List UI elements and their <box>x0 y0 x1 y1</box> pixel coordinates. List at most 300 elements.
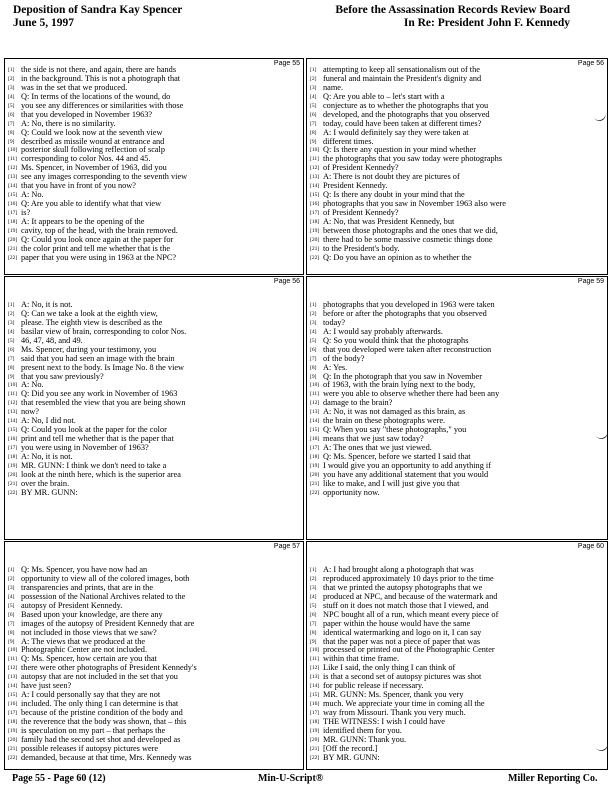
transcript-page <box>4 58 304 275</box>
line-number: [2] <box>310 310 317 317</box>
line-text: Q: When you say "these photographs," you <box>323 426 467 435</box>
line-number: [7] <box>310 355 317 362</box>
line-text: there were other photographs of President Kennedy's <box>21 664 197 673</box>
line-number: [14] <box>8 683 18 690</box>
line-text: Q: Ms. Spencer, how certain are you that <box>21 655 157 664</box>
transcript-line <box>8 227 301 236</box>
line-text: funeral and maintain the President's dignity and <box>323 74 482 83</box>
line-text: Q: Are you able to identify what that view <box>21 200 162 209</box>
line-text: was in the set that we produced. <box>21 83 128 92</box>
line-text: Q: Could you look once again at the paper for <box>21 235 174 244</box>
line-number: [15] <box>310 427 320 434</box>
transcript-line <box>310 227 605 236</box>
transcript-line <box>8 337 301 346</box>
line-text: identified them for you. <box>323 726 402 735</box>
transcript-line <box>310 236 605 245</box>
line-number: [1] <box>310 67 317 73</box>
line-number: [8] <box>8 364 15 371</box>
transcript-line <box>8 700 301 709</box>
line-text: that we printed the autopsy photographs that we <box>323 583 483 592</box>
line-text: of President Kennedy? <box>323 209 399 217</box>
line-number: [2] <box>8 575 15 582</box>
line-text: there had to be some massive cosmetic things done <box>323 235 493 244</box>
line-text: Q: Could we look now at the seventh view <box>21 128 163 137</box>
line-text: A: It appears to be the opening of the <box>21 217 145 226</box>
line-number: [2] <box>310 575 317 582</box>
transcript-line <box>310 682 605 691</box>
line-number: [7] <box>8 355 15 362</box>
line-number: [10] <box>8 382 18 389</box>
transcript-line <box>310 254 605 263</box>
transcript-line <box>8 111 301 120</box>
transcript-line <box>310 453 605 462</box>
line-number: [18] <box>8 453 18 460</box>
line-text: photographs that you saw in November 1963 also were <box>323 200 506 209</box>
line-text: the color print and tell me whether that is the <box>21 244 171 253</box>
header-right <box>335 4 570 30</box>
line-text: the brain on these photographs were. <box>323 417 446 426</box>
transcript-line <box>8 84 301 93</box>
transcript-line <box>8 191 301 200</box>
line-text: before or after the photographs that you observed <box>323 309 487 318</box>
line-number: [5] <box>310 102 317 109</box>
transcript-line <box>8 489 301 498</box>
line-text: way from Missouri. Thank you very much. <box>323 709 466 717</box>
transcript-line <box>8 566 301 575</box>
line-number: [2] <box>8 75 15 82</box>
line-text: A: No. <box>21 191 44 200</box>
transcript-line <box>8 173 301 182</box>
line-number: [12] <box>8 400 18 407</box>
page-number: Page 60 <box>577 543 604 550</box>
transcript-line <box>310 182 605 191</box>
line-text: damage to the brain? <box>323 399 393 408</box>
line-number: [4] <box>310 328 317 335</box>
transcript-line <box>310 120 605 129</box>
line-text: have just seen? <box>21 682 72 691</box>
line-text: described as missile wound at entrance and <box>21 137 165 146</box>
line-number: [22] <box>310 754 320 761</box>
line-number: [22] <box>8 754 18 761</box>
line-number: [12] <box>310 165 320 172</box>
line-number: [11] <box>310 656 319 663</box>
line-text: means that we just saw today? <box>323 435 424 444</box>
line-text: look at the ninth here, which is the superior area <box>21 470 181 479</box>
line-number: [3] <box>310 84 317 91</box>
line-number: [6] <box>310 111 317 118</box>
transcript-line <box>310 355 605 364</box>
line-number: [14] <box>8 418 18 425</box>
line-text: A: No, that was President Kennedy, but <box>323 217 455 226</box>
line-number: [10] <box>310 147 320 154</box>
transcript-line <box>310 408 605 417</box>
transcript-line <box>310 164 605 173</box>
line-number: [3] <box>8 319 15 326</box>
line-number: [3] <box>8 584 15 591</box>
line-number: [21] <box>8 245 18 252</box>
transcript-line <box>310 129 605 138</box>
line-text: transparencies and prints, that are in the <box>21 583 154 592</box>
transcript-line <box>8 102 301 111</box>
line-text: for public release if necessary. <box>323 682 424 691</box>
line-number: [14] <box>310 683 320 690</box>
line-number: [20] <box>8 471 18 478</box>
line-number: [4] <box>8 593 15 600</box>
line-text: now? <box>21 408 39 417</box>
line-number: [20] <box>8 236 18 243</box>
transcript-line <box>8 75 301 84</box>
line-number: [8] <box>8 629 15 636</box>
line-number: [4] <box>8 93 15 100</box>
line-number: [13] <box>8 174 18 181</box>
line-number: [21] <box>310 480 320 487</box>
line-number: [15] <box>310 192 320 199</box>
transcript-line <box>8 310 301 319</box>
line-text: of the body? <box>323 354 365 363</box>
transcript-line <box>310 390 605 399</box>
line-text: that you saw previously? <box>21 372 104 381</box>
transcript-page <box>4 276 304 540</box>
line-text: you were using in November of 1963? <box>21 444 149 452</box>
line-text: Like I said, the only thing I can think of <box>323 664 456 673</box>
line-text: paper within the house would have the same <box>323 619 471 628</box>
line-text: processed or printed out of the Photographic Center <box>323 646 495 655</box>
line-number: [12] <box>310 400 320 407</box>
transcript-line <box>310 736 605 745</box>
line-number: [6] <box>310 346 317 353</box>
transcript-line <box>310 480 605 489</box>
line-number: [11] <box>8 391 17 398</box>
transcript-line <box>8 236 301 245</box>
transcript-line <box>310 718 605 727</box>
line-number: [15] <box>8 427 18 434</box>
line-number: [4] <box>310 93 317 100</box>
line-text: Photographic Center are not included. <box>21 646 148 655</box>
transcript-line <box>310 200 605 209</box>
transcript-line <box>8 691 301 700</box>
line-number: [21] <box>310 745 320 752</box>
line-number: [11] <box>310 156 319 163</box>
transcript-line <box>8 319 301 328</box>
line-number: [21] <box>8 745 18 752</box>
line-text: Ms. Spencer, during your testimony, you <box>21 345 157 354</box>
page-number: Page 57 <box>273 543 300 550</box>
transcript-line <box>8 709 301 718</box>
line-text: Q: Is there any doubt in your mind that the <box>323 191 465 200</box>
line-number: [11] <box>8 156 17 163</box>
line-text: said that you had seen an image with the brain <box>21 354 175 363</box>
line-text: that you have in front of you now? <box>21 182 136 191</box>
line-text: Q: Can we take a look at the eighth view, <box>21 309 158 318</box>
transcript-lines <box>8 301 301 498</box>
line-text: A: No, it was not damaged as this brain, as <box>323 408 466 417</box>
line-text: A: I would definitely say they were taken at <box>323 128 469 137</box>
transcript-line <box>310 575 605 584</box>
transcript-line <box>310 138 605 147</box>
line-text: A: No, it is not. <box>21 301 73 309</box>
line-number: [22] <box>310 254 320 261</box>
line-text: is? <box>21 209 31 217</box>
line-text: NPC bought all of a run, which meant every piece of <box>323 610 499 619</box>
line-text: over the brain. <box>21 479 70 488</box>
line-number: [8] <box>310 364 317 371</box>
line-number: [14] <box>310 418 320 425</box>
line-number: [16] <box>310 436 320 443</box>
line-text: autopsy of President Kennedy. <box>21 601 123 610</box>
line-text: basilar view of brain, corresponding to color Nos. <box>21 327 187 336</box>
transcript-line <box>8 301 301 310</box>
transcript-lines <box>8 66 301 263</box>
line-number: [10] <box>8 147 18 154</box>
transcript-line <box>8 435 301 444</box>
line-number: [20] <box>310 736 320 743</box>
transcript-line <box>8 736 301 745</box>
line-number: [19] <box>8 462 18 469</box>
transcript-line <box>310 417 605 426</box>
deposition-date: June 5, 1997 <box>13 17 75 29</box>
line-text: that resembled the view that you are being shown <box>21 399 186 408</box>
line-text: [Off the record.] <box>323 744 378 753</box>
transcript-line <box>310 435 605 444</box>
line-number: [18] <box>8 718 18 725</box>
line-number: [17] <box>8 210 18 216</box>
transcript-lines <box>310 301 605 498</box>
line-text: between those photographs and the ones that we did, <box>323 226 498 235</box>
line-text: corresponding to color Nos. 44 and 45. <box>21 155 151 164</box>
transcript-line <box>310 146 605 155</box>
transcript-line <box>8 664 301 673</box>
transcript-line <box>310 629 605 638</box>
transcript-line <box>310 673 605 682</box>
line-number: [13] <box>310 674 320 681</box>
line-number: [16] <box>310 201 320 208</box>
transcript-page <box>306 58 608 275</box>
line-number: [1] <box>310 302 317 308</box>
line-number: [12] <box>8 665 18 672</box>
transcript-line <box>8 682 301 691</box>
footer-brand: Min-U-Script® <box>258 773 324 784</box>
line-text: Based upon your knowledge, are there any <box>21 610 163 619</box>
line-number: [20] <box>310 471 320 478</box>
line-number: [10] <box>8 647 18 654</box>
line-number: [1] <box>310 567 317 573</box>
transcript-line <box>8 120 301 129</box>
transcript-line <box>8 155 301 164</box>
line-text: Q: Ms. Spencer, before we started I said that <box>323 452 471 461</box>
line-text: different times. <box>323 137 374 146</box>
transcript-lines <box>310 66 605 263</box>
transcript-line <box>310 218 605 227</box>
transcript-line <box>310 102 605 111</box>
line-text: A: The ones that we just viewed. <box>323 444 432 452</box>
line-number: [9] <box>310 373 317 380</box>
transcript-line <box>8 646 301 655</box>
transcript-line <box>8 164 301 173</box>
line-text: present next to the body. Is Image No. 8 the view <box>21 363 185 372</box>
line-text: A: No, there is no similarity. <box>21 119 116 128</box>
line-number: [19] <box>310 227 320 234</box>
transcript-line <box>310 620 605 629</box>
line-number: [22] <box>310 489 320 496</box>
line-text: in the background. This is not a photograph that <box>21 74 181 83</box>
line-text: possible releases if autopsy pictures were <box>21 744 159 753</box>
transcript-line <box>8 129 301 138</box>
line-number: [17] <box>8 710 18 716</box>
line-text: included. The only thing I can determine is that <box>21 700 179 709</box>
transcript-line <box>8 328 301 337</box>
line-text: Q: Ms. Spencer, you have now had an <box>21 566 148 574</box>
line-number: [16] <box>8 436 18 443</box>
line-text: the side is not there, and again, there are hands <box>21 66 177 74</box>
line-number: [6] <box>8 611 15 618</box>
transcript-line <box>8 620 301 629</box>
transcript-line <box>8 346 301 355</box>
line-number: [8] <box>310 129 317 136</box>
transcript-line <box>310 84 605 93</box>
line-number: [15] <box>8 692 18 699</box>
page-number: Page 56 <box>273 278 300 285</box>
transcript-line <box>310 655 605 664</box>
transcript-line <box>310 611 605 620</box>
transcript-line <box>310 328 605 337</box>
line-number: [10] <box>310 647 320 654</box>
line-number: [9] <box>8 638 15 645</box>
transcript-line <box>8 355 301 364</box>
transcript-line <box>310 337 605 346</box>
line-text: opportunity to view all of the colored images, both <box>21 574 190 583</box>
transcript-line <box>8 426 301 435</box>
line-text: today? <box>323 318 346 327</box>
line-number: [17] <box>310 210 320 216</box>
transcript-line <box>8 462 301 471</box>
line-number: [7] <box>8 620 15 627</box>
line-text: Ms. Spencer, in November of 1963, did you <box>21 164 167 173</box>
line-number: [1] <box>8 302 15 308</box>
transcript-line <box>310 66 605 75</box>
line-number: [7] <box>310 120 317 127</box>
line-text: of 1963, with the brain lying next to the body, <box>323 381 476 390</box>
line-number: [9] <box>310 638 317 645</box>
line-text: is speculation on my part – that perhaps the <box>21 726 166 735</box>
transcript-line <box>310 373 605 382</box>
transcript-page <box>4 541 304 770</box>
transcript-line <box>8 245 301 254</box>
line-number: [6] <box>8 346 15 353</box>
line-number: [5] <box>8 102 15 109</box>
line-text: A: There is not doubt they are pictures of <box>323 173 460 182</box>
line-text: cavity, top of the head, with the brain removed. <box>21 226 178 235</box>
transcript-line <box>8 373 301 382</box>
line-number: [13] <box>8 674 18 681</box>
line-text: MR. GUNN: Ms. Spencer, thank you very <box>323 691 464 700</box>
transcript-line <box>8 453 301 462</box>
line-number: [14] <box>310 183 320 190</box>
transcript-line <box>310 489 605 498</box>
transcript-line <box>310 93 605 102</box>
line-text: posterior skull following reflection of scalp <box>21 146 166 155</box>
transcript-line <box>8 182 301 191</box>
transcript-line <box>8 718 301 727</box>
line-text: BY MR. GUNN: <box>21 488 78 497</box>
line-number: [11] <box>310 391 319 398</box>
header-left <box>13 4 182 30</box>
transcript-line <box>310 319 605 328</box>
line-text: MR. GUNN: Thank you. <box>323 735 407 744</box>
line-text: the reverence that the body was shown, that – this <box>21 717 187 726</box>
line-number: [17] <box>310 710 320 716</box>
transcript-line <box>8 417 301 426</box>
line-number: [1] <box>8 567 15 573</box>
transcript-line <box>310 381 605 390</box>
line-text: A: No, I did not. <box>21 417 76 426</box>
transcript-line <box>8 575 301 584</box>
line-text: please. The eighth view is described as the <box>21 318 163 327</box>
transcript-line <box>310 727 605 736</box>
transcript-line <box>8 93 301 102</box>
transcript-page <box>306 276 608 540</box>
line-number: [1] <box>8 67 15 73</box>
line-number: [4] <box>8 328 15 335</box>
line-text: images of the autopsy of President Kennedy that are <box>21 619 195 628</box>
line-text: you have any additional statement that you would <box>323 470 489 479</box>
transcript-line <box>8 218 301 227</box>
line-text: you see any differences or similarities with those <box>21 101 184 110</box>
line-text: MR. GUNN: I think we don't need to take a <box>21 461 167 470</box>
line-number: [6] <box>310 611 317 618</box>
line-text: Q: In terms of the locations of the wound, do <box>21 92 171 101</box>
transcript-line <box>310 602 605 611</box>
line-number: [17] <box>310 445 320 451</box>
line-text: A: I had brought along a photograph that was <box>323 566 474 574</box>
transcript-line <box>8 364 301 373</box>
transcript-line <box>8 638 301 647</box>
line-number: [7] <box>8 120 15 127</box>
line-number: [22] <box>8 489 18 496</box>
line-text: that the paper was not a piece of paper that was <box>323 637 481 646</box>
line-number: [5] <box>310 337 317 344</box>
transcript-line <box>310 75 605 84</box>
page-number: Page 55 <box>273 60 300 67</box>
transcript-line <box>310 310 605 319</box>
transcript-line <box>8 584 301 593</box>
line-text: identical watermarking and logo on it, I can say <box>323 628 482 637</box>
transcript-line <box>310 745 605 754</box>
transcript-line <box>310 646 605 655</box>
transcript-line <box>310 664 605 673</box>
line-text: Q: So you would think that the photographs <box>323 336 469 345</box>
line-text: paper that you were using in 1963 at the NPC? <box>21 253 177 262</box>
line-text: A: I would say probably afterwards. <box>323 327 443 336</box>
line-number: [12] <box>8 165 18 172</box>
transcript-line <box>310 709 605 718</box>
line-text: like to make, and I will just give you that <box>323 479 460 488</box>
line-number: [20] <box>310 236 320 243</box>
transcript-line <box>8 146 301 155</box>
line-text: stuff on it does not match those that I viewed, and <box>323 601 489 610</box>
line-text: A: The views that we produced at the <box>21 637 146 646</box>
line-text: to the President's body. <box>323 244 400 253</box>
line-text: BY MR. GUNN: <box>323 753 380 762</box>
line-text: demanded, because at that time, Mrs. Kennedy was <box>21 753 192 762</box>
transcript-line <box>310 245 605 254</box>
line-number: [9] <box>310 138 317 145</box>
line-number: [13] <box>8 409 18 416</box>
transcript-line <box>8 66 301 75</box>
line-number: [19] <box>8 227 18 234</box>
footer-page-range: Page 55 - Page 60 (12) <box>12 773 106 784</box>
transcript-line <box>310 471 605 480</box>
transcript-line <box>8 254 301 263</box>
